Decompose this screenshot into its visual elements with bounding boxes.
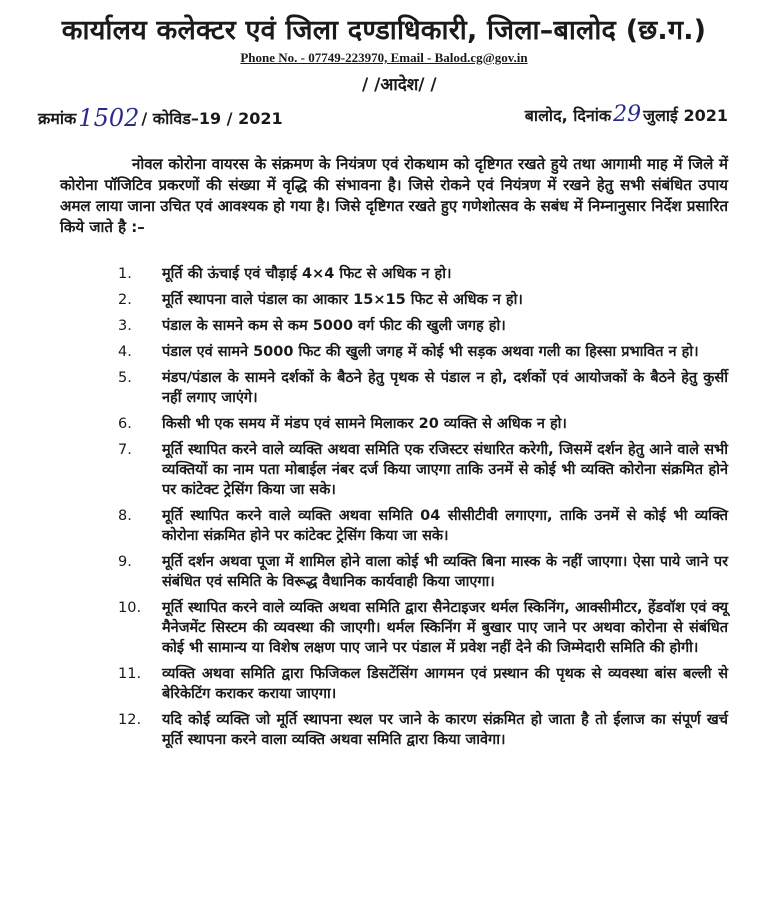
office-title: कार्यालय कलेक्टर एवं जिला दण्डाधिकारी, जिला–बालोद (छ.ग.): [61, 15, 707, 46]
directive-text: पंडाल एवं सामने 5000 फिट की खुली जगह में कोई भी सड़क अथवा गली का हिस्सा प्रभावित न हो।: [162, 344, 699, 360]
directive-number: 5.: [118, 370, 132, 386]
directive-text: किसी भी एक समय में मंडप एवं सामने मिलाकर 20 व्यक्ति से अधिक न हो।: [162, 416, 567, 432]
directive-item: [60, 664, 728, 704]
directive-text: व्यक्ति अथवा समिति द्वारा फिजिकल डिसटेंसिंग आगमन एवं प्रस्थान की पृथक से व्यवस्था बांस बल्ली से बेरिकेटिंग कराकर कराया जाएगा।: [162, 666, 728, 702]
directive-item: [60, 506, 728, 546]
directive-number: 6.: [118, 416, 132, 432]
directive-number: 11.: [118, 666, 142, 682]
directive-text: मूर्ति स्थापित करने वाले व्यक्ति अथवा समिति एक रजिस्टर संधारित करेगी, जिसमें दर्शन हेतु आने वाले सभी व्यक्तियों का नाम पता मोबाईल नंबर दर्ज किया जाएगा ताकि उनमें से कोई भी व्यक्ति कोरोना संक्रमित होने पर कांटेक्ट ट्रेसिंग किया जा सके।: [162, 442, 728, 498]
directive-number: 9.: [118, 554, 132, 570]
directive-number: 12.: [118, 712, 142, 728]
directive-item: [60, 710, 728, 750]
directive-text: मूर्ति स्थापित करने वाले व्यक्ति अथवा समिति द्वारा सैनेटाइजर थर्मल स्किनिंग, आक्सीमीटर, हेंडवॉश एवं क्यू मैनेजमेंट सिस्टम की व्यवस्था की जाएगी। थर्मल स्किनिंग में बुखार पाए जाने पर अथवा कोरोना से संबंधित कोई भी सामान्य या विशेष लक्षण पाए जाने पर पंडाल में प्रवेश नहीं देने की जिम्मेदारी समिति की होगी।: [162, 600, 728, 656]
directive-number: 2.: [118, 292, 132, 308]
directive-number: 10.: [118, 600, 142, 616]
directive-number: 1.: [118, 266, 132, 282]
directive-text: यदि कोई व्यक्ति जो मूर्ति स्थापना स्थल पर जाने के कारण संक्रमित हो जाता है तो ईलाज का संपूर्ण खर्च मूर्ति स्थापना करने वाला व्यक्ति अथवा समिति द्वारा किया जावेगा।: [162, 712, 728, 748]
directive-item: [60, 290, 728, 310]
order-number: [38, 102, 283, 130]
directive-item: [60, 598, 728, 658]
directive-list: [60, 264, 728, 756]
directive-item: [60, 552, 728, 592]
directive-number: 8.: [118, 508, 132, 524]
directive-text: मूर्ति स्थापना वाले पंडाल का आकार 15×15 फिट से अधिक न हो।: [162, 292, 523, 308]
directive-item: [60, 316, 728, 336]
directive-item: [60, 414, 728, 434]
kramank-suffix: / कोविड–19 / 2021: [141, 109, 283, 128]
directive-item: [60, 440, 728, 500]
directive-text: पंडाल के सामने कम से कम 5000 वर्ग फीट की खुली जगह हो।: [162, 318, 506, 334]
directive-number: 7.: [118, 442, 132, 458]
directive-text: मंडप/पंडाल के सामने दर्शकों के बैठने हेतु पृथक से पंडाल न हो, दर्शकों एवं आयोजकों के बैठने हेतु कुर्सी नहीं लगाए जाएंगे।: [162, 370, 728, 406]
order-label: / /आदेश/ /: [362, 75, 437, 95]
directive-text: मूर्ति की ऊंचाई एवं चौड़ाई 4×4 फिट से अधिक न हो।: [162, 266, 452, 282]
date-suffix: जुलाई 2021: [643, 106, 728, 125]
date-prefix: बालोद, दिनांक: [524, 106, 612, 125]
kramank-number: 1502: [78, 104, 140, 132]
directive-item: [60, 368, 728, 408]
directive-text: मूर्ति स्थापित करने वाले व्यक्ति अथवा समिति 04 सीसीटीवी लगाएगा, ताकि उनमें से कोई भी व्यक्ति कोरोना संक्रमित होने पर कांटेक्ट ट्रेसिंग किया जा सके।: [162, 508, 728, 544]
directive-number: 4.: [118, 344, 132, 360]
intro-paragraph: नोवल कोरोना वायरस के संक्रमण के नियंत्रण एवं रोकथाम को दृष्टिगत रखते हुये तथा आगामी माह में जिले में कोरोना पॉजिटिव प्रकरणों की संख्या में वृद्धि की संभावना है। जिसे रोकने एवं नियंत्रण में रखने हेतु सभी संबंधित उपाय अमल लाया जाना उचित एवं आवश्यक हो गया है। जिसे दृष्टिगत रखते हुए गणेशोत्सव के सबंध में निम्नानुसार निर्देश प्रसारित किये जाते है :–: [60, 155, 728, 236]
contact-line: Phone No. - 07749-223970, Email - Balod.cg@gov.in: [240, 50, 528, 65]
directive-number: 3.: [118, 318, 132, 334]
date-day: 29: [613, 102, 642, 127]
reference-line: [38, 96, 728, 132]
directive-item: [60, 264, 728, 284]
kramank-label: क्रमांक: [38, 109, 77, 128]
directive-text: मूर्ति दर्शन अथवा पूजा में शामिल होने वाला कोई भी व्यक्ति बिना मास्क के नहीं जाएगा। ऐसा पाये जाने पर संबंधित एवं समिति के विरूद्ध वैधानिक कार्यवाही किया जाएगा।: [162, 554, 728, 590]
order-date: [525, 102, 728, 127]
directive-item: [60, 342, 728, 362]
